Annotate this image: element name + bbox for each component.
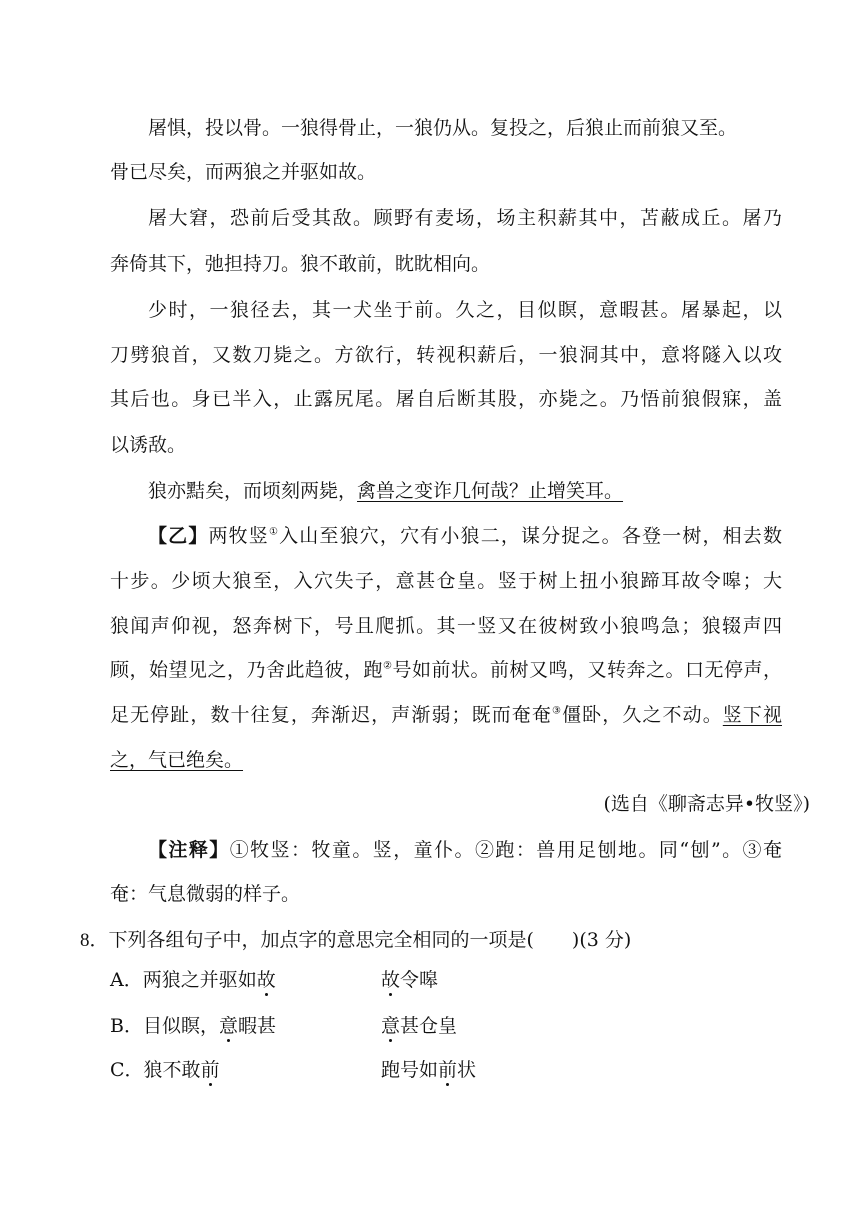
passage-yi-line: 十步。少顷大狼至，入穴失子，意甚仓皇。竖于树上扭小狼蹄耳故令嗥；大 — [110, 570, 782, 592]
passage-yi-line — [110, 656, 782, 684]
underlined-sentence: 之，气已绝矣。 — [110, 749, 244, 771]
notes-text: ①牧竖：牧童。竖，童仆。②跑：兽用足刨地。同“刨”。③奄 — [229, 839, 782, 861]
passage-line: 少时，一狼径去，其一犬坐于前。久之，目似瞑，意暇甚。屠暴起，以 — [148, 299, 782, 321]
notes-line — [148, 836, 782, 864]
question-text: 下列各组句子中，加点字的意思完全相同的一项是( )(3 分) — [108, 929, 632, 951]
question-number: 8． — [80, 930, 109, 951]
dotted-character: 故 — [256, 969, 276, 991]
option-text: 暇甚 — [238, 1015, 277, 1037]
option-text: 令嗥 — [400, 969, 439, 991]
passage-text: 入山至狼穴，穴有小狼二，谋分捉之。各登一树，相去数 — [279, 525, 782, 547]
passage-line: 其后也。身已半入，止露尻尾。屠自后断其股，亦毙之。乃悟前狼假寐，盖 — [110, 388, 782, 410]
passage-yi-line: 狼闻声仰视，怒奔树下，号且爬抓。其一竖又在彼树致小狼鸣急；狼辍声四 — [110, 615, 782, 637]
source-citation: (选自《聊斋志异•牧竖》) — [603, 793, 810, 815]
dotted-character: 意 — [218, 1015, 238, 1037]
footnote-marker: ② — [383, 660, 393, 672]
footnote-marker: ③ — [552, 705, 563, 717]
passage-line: 奔倚其下，弛担持刀。狼不敢前，眈眈相向。 — [110, 253, 491, 275]
notes-line: 奄：气息微弱的样子。 — [110, 883, 301, 905]
footnote-marker: ① — [268, 526, 280, 538]
option-c-left — [110, 1056, 220, 1084]
passage-text: 顾，始望见之，乃舍此趋彼，跑 — [110, 659, 384, 681]
passage-line: 屠惧，投以骨。一狼得骨止，一狼仍从。复投之，后狼止而前狼又至。 — [148, 117, 738, 139]
option-text: 跑号如 — [381, 1059, 439, 1081]
passage-text: 僵卧，久之不动。 — [562, 704, 723, 726]
option-c-right — [381, 1056, 476, 1084]
passage-line: 骨已尽矣，而两狼之并驱如故。 — [110, 161, 377, 183]
underlined-sentence: 禽兽之变诈几何哉？止增笑耳。 — [357, 480, 624, 502]
dotted-character: 前 — [200, 1059, 220, 1081]
passage-line: 屠大窘，恐前后受其敌。顾野有麦场，场主积薪其中，苫蔽成丘。屠乃 — [148, 207, 782, 229]
dotted-character: 故 — [381, 969, 401, 991]
passage-line: 刀劈狼首，又数刀毙之。方欲行，转视积薪后，一狼洞其中，意将隧入以攻 — [110, 344, 782, 366]
passage-yi-line — [110, 746, 782, 774]
passage-text: 狼亦黠矣，而顷刻两毙， — [148, 480, 358, 502]
option-text: 甚仓皇 — [400, 1015, 458, 1037]
passage-yi-line — [148, 522, 782, 550]
dotted-character: 意 — [381, 1015, 401, 1037]
option-b-right — [381, 1012, 457, 1040]
passage-text: 两牧竖 — [208, 525, 269, 547]
underlined-sentence: 竖下视 — [722, 704, 782, 726]
option-label: B． — [110, 1015, 143, 1037]
dotted-character: 前 — [438, 1059, 458, 1081]
option-text: 两狼之并驱如 — [142, 969, 257, 991]
option-text: 目似瞑， — [142, 1015, 219, 1037]
option-b-left — [110, 1012, 276, 1040]
option-text: 状 — [457, 1059, 477, 1081]
option-a-left — [110, 966, 276, 994]
option-text: 狼不敢 — [143, 1059, 201, 1081]
option-label: A． — [110, 969, 143, 991]
option-a-right — [381, 966, 438, 994]
option-label: C． — [110, 1059, 144, 1081]
passage-yi-line — [110, 701, 782, 729]
section-tag: 【乙】 — [148, 525, 209, 547]
passage-text: 号如前状。前树又鸣，又转奔之。口无停声， — [392, 659, 782, 681]
notes-tag: 【注释】 — [148, 839, 230, 861]
passage-line — [148, 477, 782, 505]
question-stem — [80, 926, 631, 955]
passage-text: 足无停趾，数十往复，奔渐迟，声渐弱；既而奄奄 — [110, 704, 552, 726]
passage-line: 以诱敌。 — [110, 434, 187, 456]
